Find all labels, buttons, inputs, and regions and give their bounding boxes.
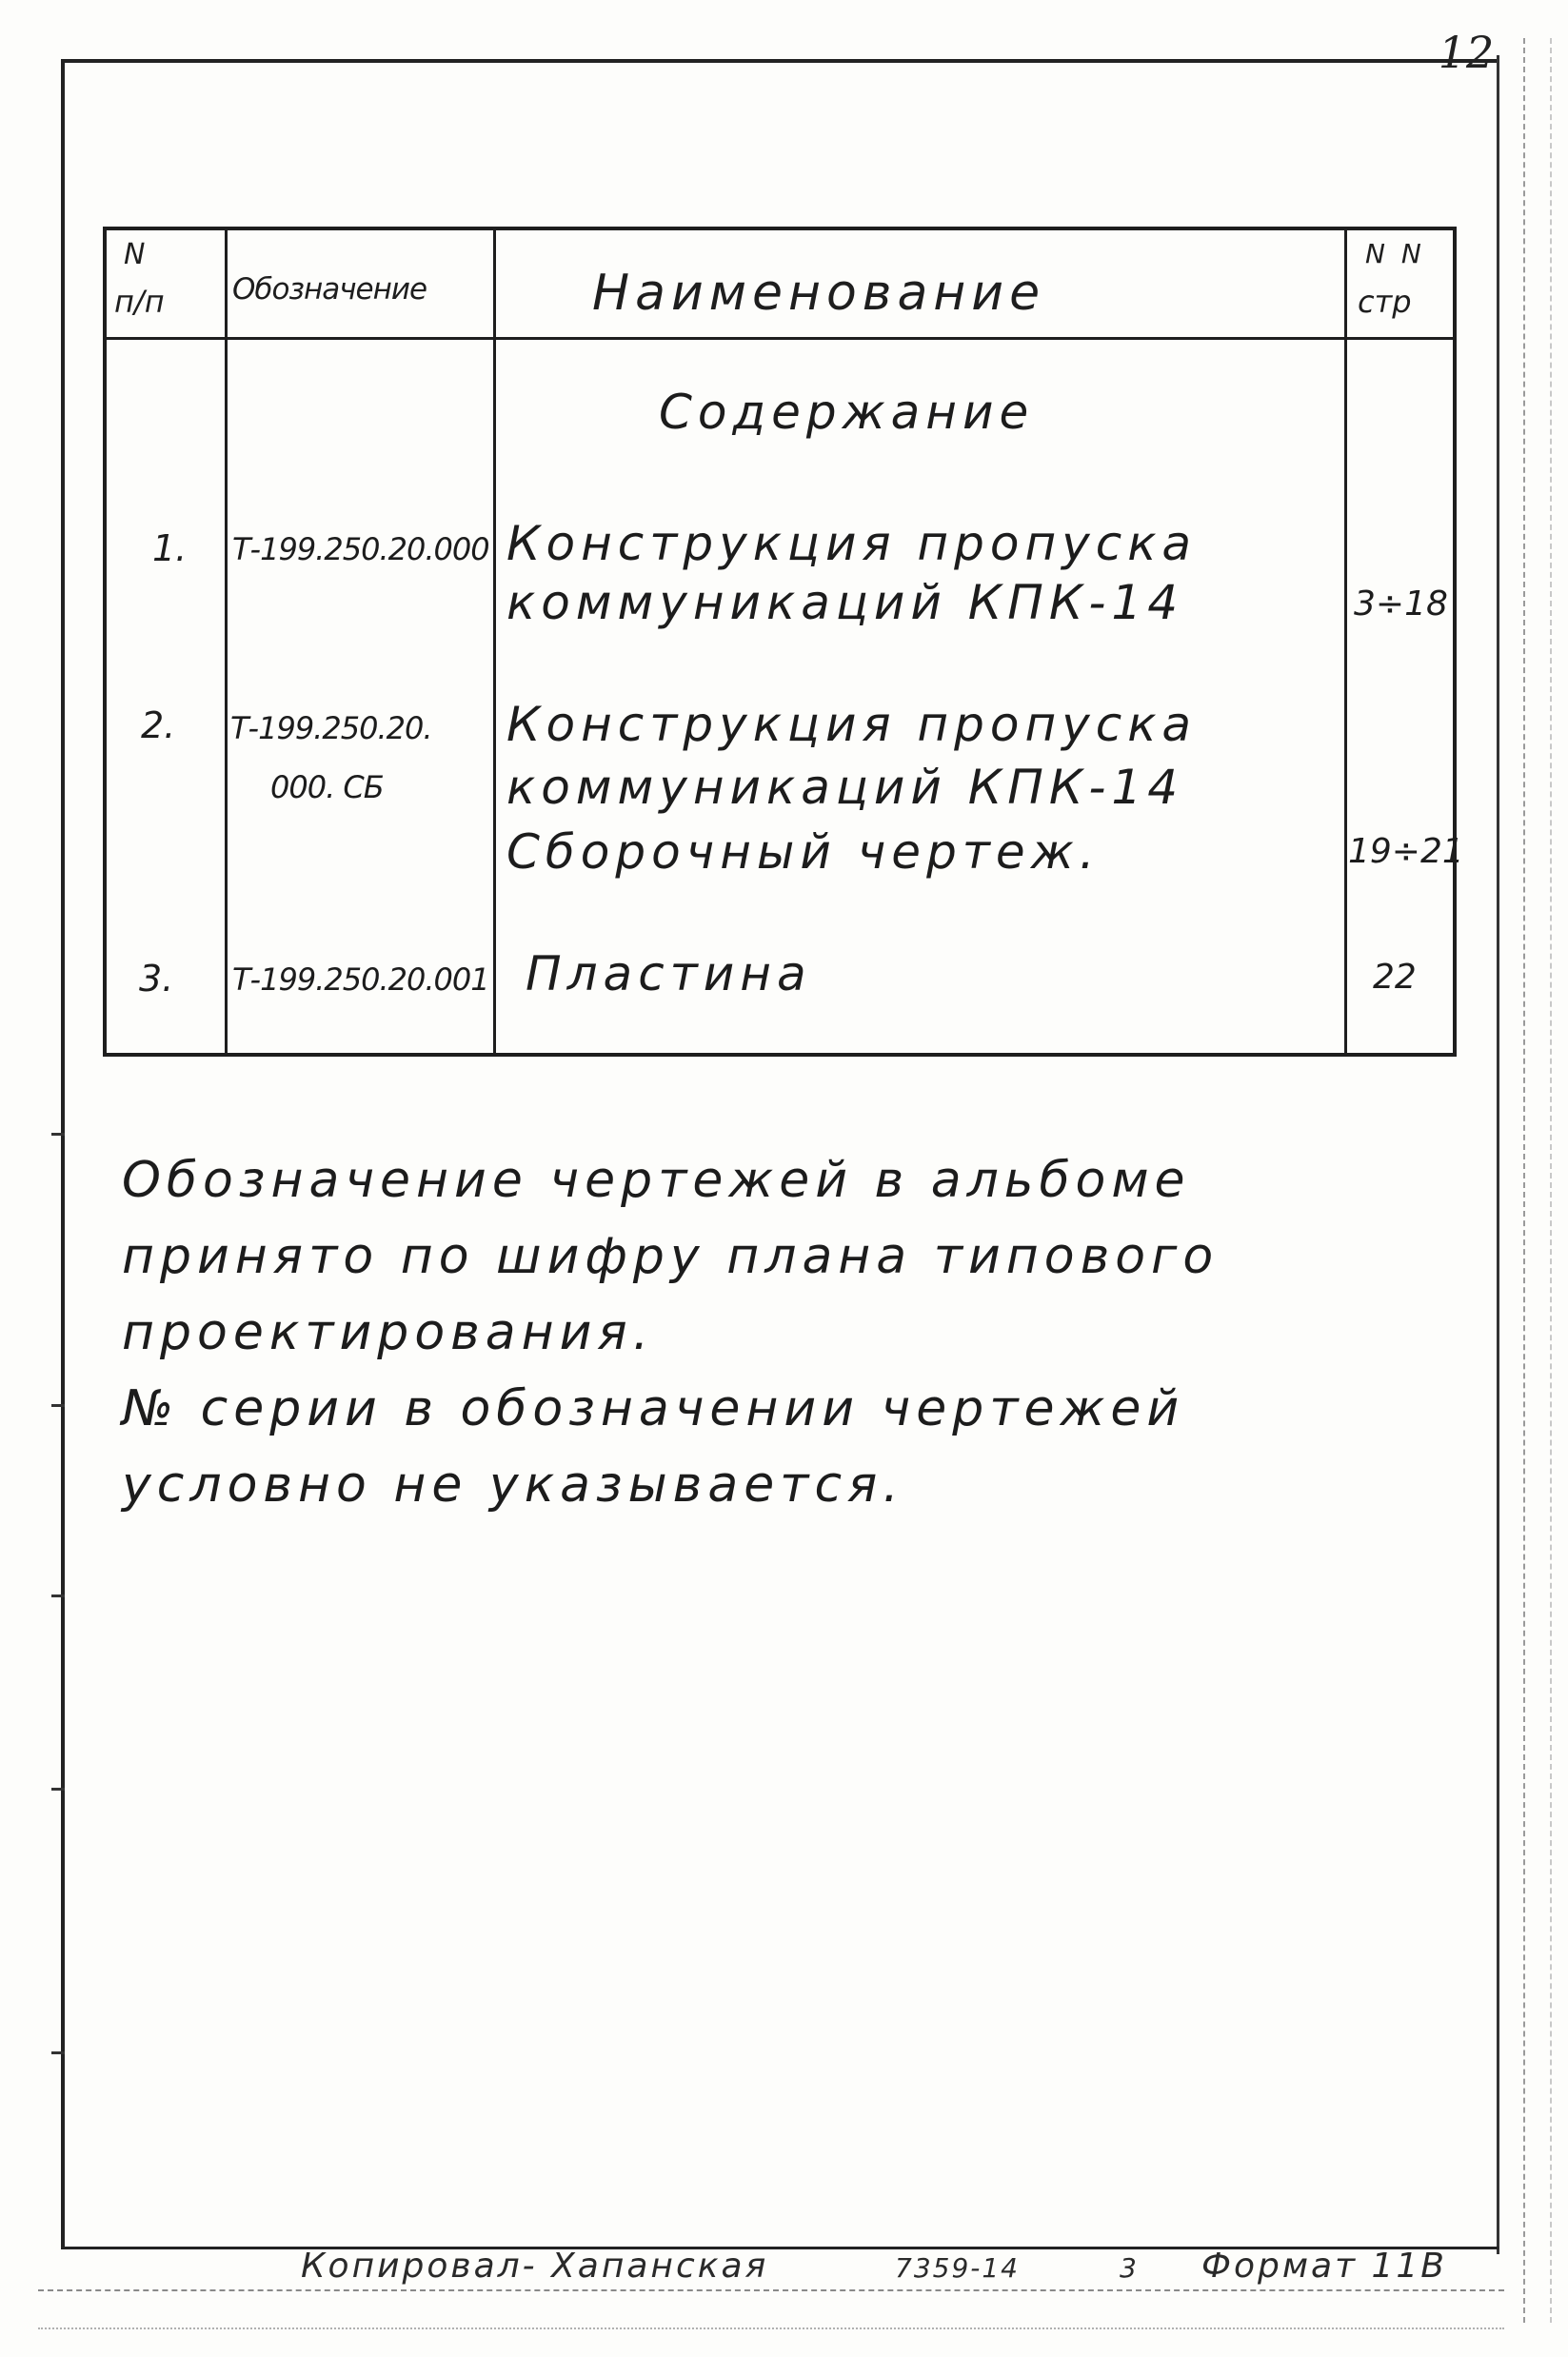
- header-num-line1: N: [124, 238, 146, 271]
- scan-edge-line: [1523, 38, 1527, 2323]
- scan-bottom-rule: [38, 2289, 1504, 2291]
- row-pages: 22: [1373, 958, 1417, 997]
- note-line: принято по шифру плана типового: [122, 1228, 1220, 1285]
- row-number: 1.: [152, 527, 188, 569]
- note-line: условно не указывается.: [122, 1456, 904, 1514]
- margin-tick: [51, 2051, 65, 2054]
- header-pages-line2: стр: [1358, 284, 1412, 320]
- contents-table: [103, 227, 1464, 1057]
- note-line: проектирования.: [122, 1304, 655, 1361]
- note-line: Обозначение чертежей в альбоме: [122, 1152, 1191, 1209]
- row-name-line: Конструкция пропуска: [506, 697, 1198, 752]
- frame-right-line: [1497, 55, 1499, 2254]
- row-number: 3.: [139, 958, 174, 1000]
- header-divider: [107, 337, 1453, 340]
- row-designation: Т-199.250.20.000: [232, 531, 489, 567]
- row-name-line: Сборочный чертеж.: [506, 824, 1101, 880]
- footer-copied-by: Копировал- Хапанская: [301, 2247, 769, 2286]
- row-designation: Т-199.250.20.001: [232, 961, 489, 998]
- footer-sheet-number: 3: [1120, 2252, 1137, 2284]
- note-line: № серии в обозначении чертежей: [122, 1380, 1185, 1437]
- margin-tick: [51, 1133, 65, 1136]
- notes-block: [122, 1142, 1360, 1523]
- header-num-line2: п/п: [114, 284, 165, 320]
- scan-edge-line: [1550, 38, 1554, 2323]
- header-designation: Обозначение: [232, 272, 427, 307]
- section-title: Содержание: [659, 385, 1035, 440]
- footer-format: Формат 11В: [1201, 2247, 1448, 2286]
- header-pages-line1: N N: [1365, 238, 1425, 269]
- margin-tick: [51, 1404, 65, 1407]
- row-pages: 3÷18: [1354, 584, 1448, 624]
- frame-top-line: [61, 59, 1499, 63]
- row-name-line: Конструкция пропуска: [506, 516, 1198, 571]
- row-designation: 000. СБ: [270, 769, 384, 805]
- column-divider: [493, 230, 496, 1053]
- header-name: Наименование: [592, 265, 1046, 322]
- row-pages: 19÷21: [1348, 832, 1464, 871]
- row-number: 2.: [141, 704, 176, 746]
- footer-order-number: 7359-14: [895, 2252, 1020, 2284]
- row-name-line: коммуникаций КПК-14: [506, 575, 1184, 630]
- frame-left-line: [61, 59, 65, 2248]
- margin-tick: [51, 1788, 65, 1791]
- margin-tick: [51, 1594, 65, 1597]
- row-name-line: коммуникаций КПК-14: [506, 760, 1184, 815]
- row-name-line: Пластина: [526, 946, 812, 1001]
- scan-bottom-rule: [38, 2327, 1504, 2329]
- column-divider: [225, 230, 228, 1053]
- row-designation: Т-199.250.20.: [230, 710, 432, 746]
- column-divider: [1344, 230, 1347, 1053]
- page-number: 12: [1438, 27, 1495, 78]
